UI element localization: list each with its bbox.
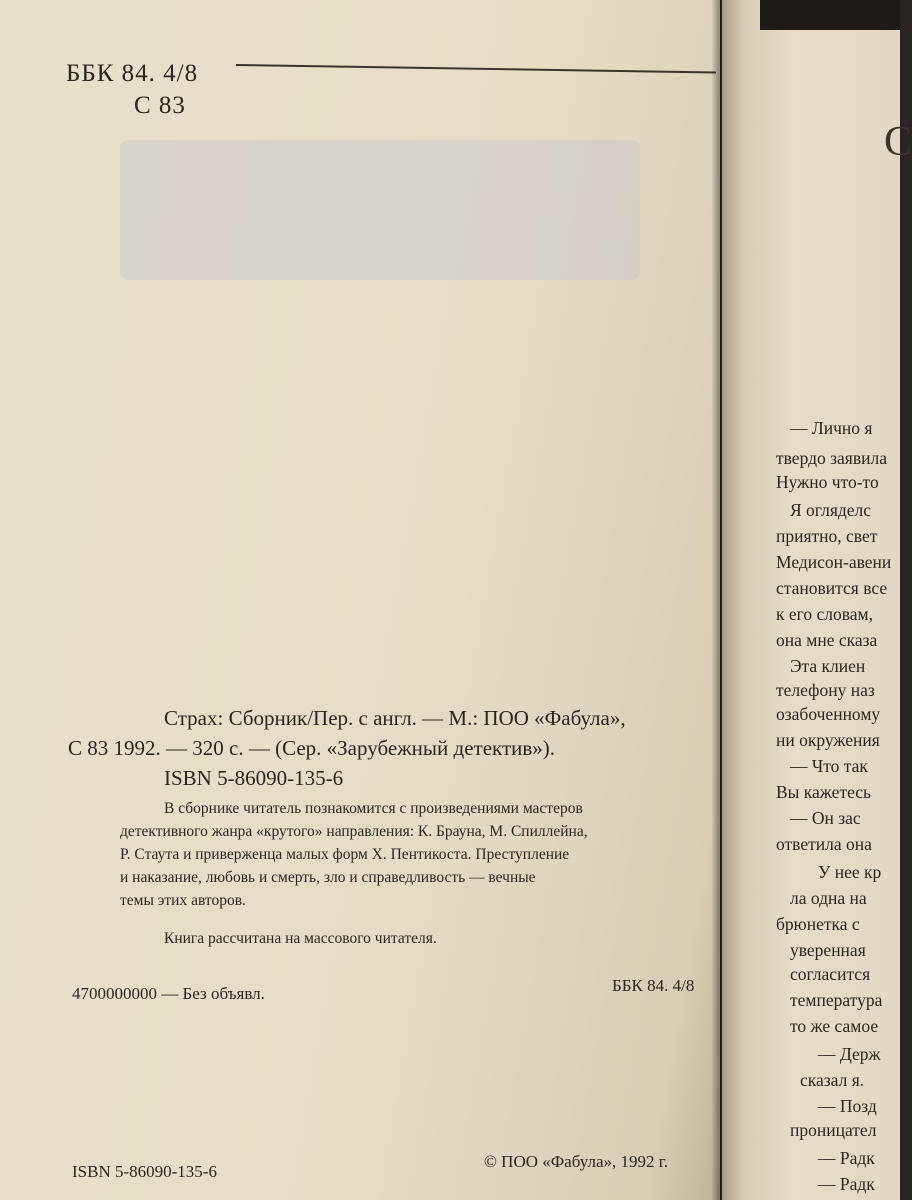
right-page-line: Вы кажетесь bbox=[776, 782, 872, 802]
right-page-line: сказал я. bbox=[800, 1070, 865, 1090]
right-page-line: — Что так bbox=[790, 756, 868, 776]
right-page-line: — Радк bbox=[818, 1148, 875, 1168]
right-page-line: — Он зас bbox=[790, 808, 861, 828]
right-page-line: Я огляделс bbox=[790, 500, 872, 520]
price-code: 4700000000 — Без объявл. bbox=[72, 984, 265, 1003]
bleed-through-cover bbox=[120, 140, 640, 280]
right-page-line: — Позд bbox=[818, 1096, 877, 1116]
right-page-line: температура bbox=[790, 990, 883, 1010]
copyright-line: © ПОО «Фабула», 1992 г. bbox=[484, 1152, 669, 1171]
bibliographic-isbn: ISBN 5-86090-135-6 bbox=[164, 766, 344, 790]
right-page-line: то же самое bbox=[790, 1016, 879, 1036]
right-page-line: ответила она bbox=[776, 834, 872, 854]
right-page-line: брюнетка с bbox=[776, 914, 860, 934]
author-sign-top: С 83 bbox=[134, 92, 186, 119]
right-page-line: Медисон-авени bbox=[776, 552, 892, 572]
right-page-line: Эта клиен bbox=[790, 656, 866, 676]
annotation-line: В сборнике читатель познакомится с произведениями мастеров bbox=[164, 800, 583, 817]
bibliographic-line-2: С 83 1992. — 320 с. — (Сер. «Зарубежный детектив»). bbox=[68, 736, 556, 760]
right-page-line: — Радк bbox=[818, 1174, 875, 1194]
right-page-line: У нее кр bbox=[818, 862, 882, 882]
right-page-line: — Лично я bbox=[790, 418, 873, 438]
top-rule bbox=[236, 64, 716, 74]
bbk-code-bottom: ББК 84. 4/8 bbox=[612, 976, 695, 995]
right-page-line: согласится bbox=[790, 964, 871, 984]
right-page-line: проницател bbox=[790, 1120, 877, 1140]
right-page-line: она мне сказа bbox=[776, 630, 878, 650]
isbn-bottom: ISBN 5-86090-135-6 bbox=[72, 1162, 217, 1181]
chapter-heading-letter: С bbox=[884, 119, 912, 165]
bbk-code-top: ББК 84. 4/8 bbox=[66, 60, 199, 87]
right-page-line: Нужно что-то bbox=[776, 472, 879, 492]
annotation-line: темы этих авторов. bbox=[120, 892, 246, 909]
annotation-line: детективного жанра «крутого» направления: К. Брауна, М. Спиллейна, bbox=[120, 823, 588, 840]
right-page-line: телефону наз bbox=[776, 680, 875, 700]
bibliographic-line-1: Страх: Сборник/Пер. с англ. — М.: ПОО «Фабула», bbox=[164, 706, 626, 730]
right-page-line: приятно, свет bbox=[776, 526, 878, 546]
right-page-line: ла одна на bbox=[790, 888, 867, 908]
annotation-line: Р. Стаута и приверженца малых форм Х. Пентикоста. Преступление bbox=[120, 846, 570, 863]
right-page-line: уверенная bbox=[790, 940, 866, 960]
audience-note: Книга рассчитана на массового читателя. bbox=[164, 930, 437, 947]
annotation-line: и наказание, любовь и смерть, зло и справедливость — вечные bbox=[120, 869, 536, 886]
right-page-line: озабоченному bbox=[776, 704, 881, 724]
right-page-line: ни окружения bbox=[776, 730, 880, 750]
background-edge bbox=[760, 0, 900, 30]
right-page-line: — Держ bbox=[818, 1044, 881, 1064]
right-page-line: твердо заявила bbox=[776, 448, 887, 468]
right-page-line: становится все bbox=[776, 578, 888, 598]
right-page-line: к его словам, bbox=[776, 604, 874, 624]
